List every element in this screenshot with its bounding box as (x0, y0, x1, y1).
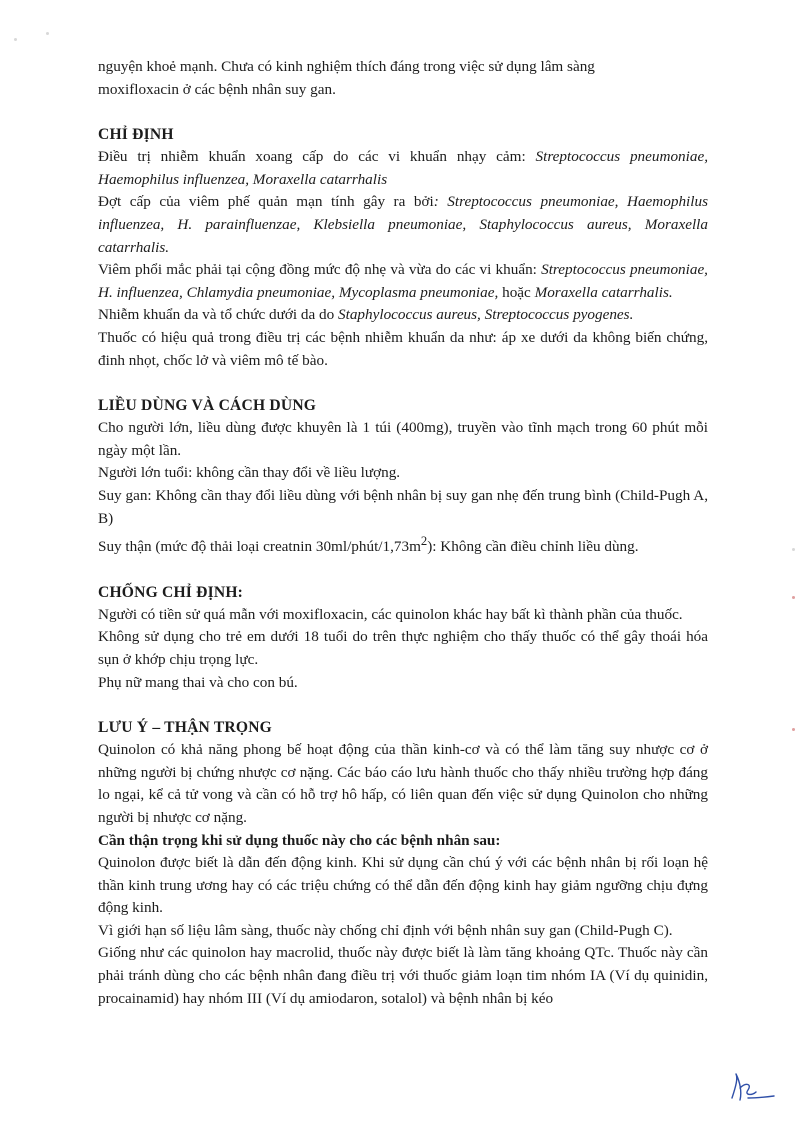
dosage-paragraph-2: Người lớn tuổi: không cần thay đổi về liều lượng. (98, 464, 401, 482)
indications-p3-text-2: hoặc (498, 283, 535, 301)
indications-p2-text: Đợt cấp của viêm phế quản mạn tính gây ra bởi (98, 193, 434, 211)
indications-paragraph-1 (98, 146, 708, 191)
indications-paragraph-5: Thuốc có hiệu quả trong điều trị các bệnh nhiễm khuẩn da như: áp xe dưới da không biến chứng, đinh nhọt, chốc lở và viêm mô tế bào. (98, 328, 708, 369)
indications-p1-text: Điều trị nhiễm khuẩn xoang cấp do các vi khuẩn nhạy cảm: (98, 148, 536, 166)
scan-speck (792, 596, 795, 599)
precautions-subheading: Cần thận trọng khi sử dụng thuốc này cho các bệnh nhân sau: (98, 831, 501, 849)
indications-p2-bacteria: : Streptococcus pneumoniae, Haemophilus influenzea, H. parainfluenzae, Klebsiella pneumoniae, Staphylococcus aureus, Moraxella catarrhalis. (98, 193, 708, 256)
intro-line-2: moxifloxacin ở các bệnh nhân suy gan. (98, 80, 336, 98)
indications-p3-text: Viêm phổi mắc phải tại cộng đồng mức độ nhẹ và vừa do các vi khuẩn: (98, 261, 542, 279)
contraindications-paragraph-3: Phụ nữ mang thai và cho con bú. (98, 673, 298, 691)
precautions-paragraph-2: Quinolon được biết là dẫn đến động kinh. Khi sử dụng cần chú ý với các bệnh nhân bị rối loạn hệ thần kinh trung ương hay có các triệu chứng có thể dẫn đến động kinh hay giảm ngưỡng chịu đựng động kinh. (98, 854, 708, 917)
indications-p3-bacteria: Streptococcus pneumoniae, H. influenzea, Chlamydia pneumoniae, Mycoplasma pneumoniae, (98, 261, 708, 301)
indications-paragraph-2 (98, 191, 708, 259)
scan-speck (792, 548, 795, 551)
precautions-heading: LƯU Ý – THẬN TRỌNG (98, 719, 272, 737)
indications-p4-text: Nhiễm khuẩn da và tổ chức dưới da do (98, 306, 339, 324)
intro-line-1: nguyện khoẻ mạnh. Chưa có kinh nghiệm thích đáng trong việc sử dụng lâm sàng (98, 58, 595, 75)
dosage-paragraph-1: Cho người lớn, liều dùng được khuyên là 1 túi (400mg), truyền vào tĩnh mạch trong 60 phút mỗi ngày một lần. (98, 419, 708, 459)
precautions-paragraph-3: Vì giới hạn số liệu lâm sàng, thuốc này chống chỉ định với bệnh nhân suy gan (Child-Pugh C). (98, 921, 673, 939)
indications-paragraph-4 (98, 304, 708, 327)
scan-speck (46, 32, 49, 35)
intro-paragraph (98, 56, 708, 101)
dosage-paragraph-3: Suy gan: Không cần thay đổi liều dùng với bệnh nhân bị suy gan nhẹ đến trung bình (Child-Pugh A, B) (98, 486, 708, 527)
dosage-paragraph-4 (98, 530, 708, 559)
dosage-p4-text-2: ): Không cần điều chỉnh liều dùng. (427, 538, 639, 556)
indications-paragraph-3 (98, 259, 708, 304)
contraindications-paragraph-1: Người có tiền sử quá mẫn với moxifloxacin, các quinolon khác hay bất kì thành phần của thuốc. (98, 605, 683, 623)
precautions-paragraph-4: Giống như các quinolon hay macrolid, thuốc này được biết là làm tăng khoảng QTc. Thuốc này cần phải tránh dùng cho các bệnh nhân đang điều trị với thuốc giảm loạn tim nhóm IA (Ví dụ quinidin, procainamid) hay nhóm III (Ví dụ amiodaron, sotalol) và bệnh nhân bị kéo (98, 944, 708, 1007)
scan-speck (14, 38, 17, 41)
indications-p3-bacteria-2: Moraxella catarrhalis. (534, 283, 673, 301)
contraindications-heading: CHỐNG CHỈ ĐỊNH: (98, 583, 244, 601)
indications-heading: CHỈ ĐỊNH (98, 126, 174, 144)
indications-p4-bacteria: Staphylococcus aureus, Streptococcus pyogenes. (338, 306, 634, 324)
dosage-heading: LIỀU DÙNG VÀ CÁCH DÙNG (98, 397, 317, 415)
scan-speck (792, 728, 795, 731)
contraindications-paragraph-2: Không sử dụng cho trẻ em dưới 18 tuổi do trên thực nghiệm cho thấy thuốc có thể gây thoái hóa sụn ở khớp chịu trọng lực. (98, 628, 708, 668)
precautions-paragraph-1: Quinolon có khả năng phong bế hoạt động của thần kinh-cơ và có thể làm tăng suy nhược cơ ở những người bị chứng nhược cơ nặng. Các báo cáo lưu hành thuốc cho thấy nhiều trường hợp đáng lo ngại, kể cả tử vong và cần có hỗ trợ hô hấp, có liên quan đến việc sử dụng Quinolon cho những người bị nhược cơ nặng. (98, 741, 708, 826)
document-page (98, 56, 708, 1010)
signature-mark (726, 1068, 776, 1108)
dosage-p4-text: Suy thận (mức độ thải loại creatnin 30ml/phút/1,73m (98, 538, 421, 556)
indications-p1-bacteria: Streptococcus pneumoniae, Haemophilus influenzea, Moraxella catarrhalis (98, 148, 708, 188)
dosage-p4-superscript: 2 (420, 534, 428, 549)
